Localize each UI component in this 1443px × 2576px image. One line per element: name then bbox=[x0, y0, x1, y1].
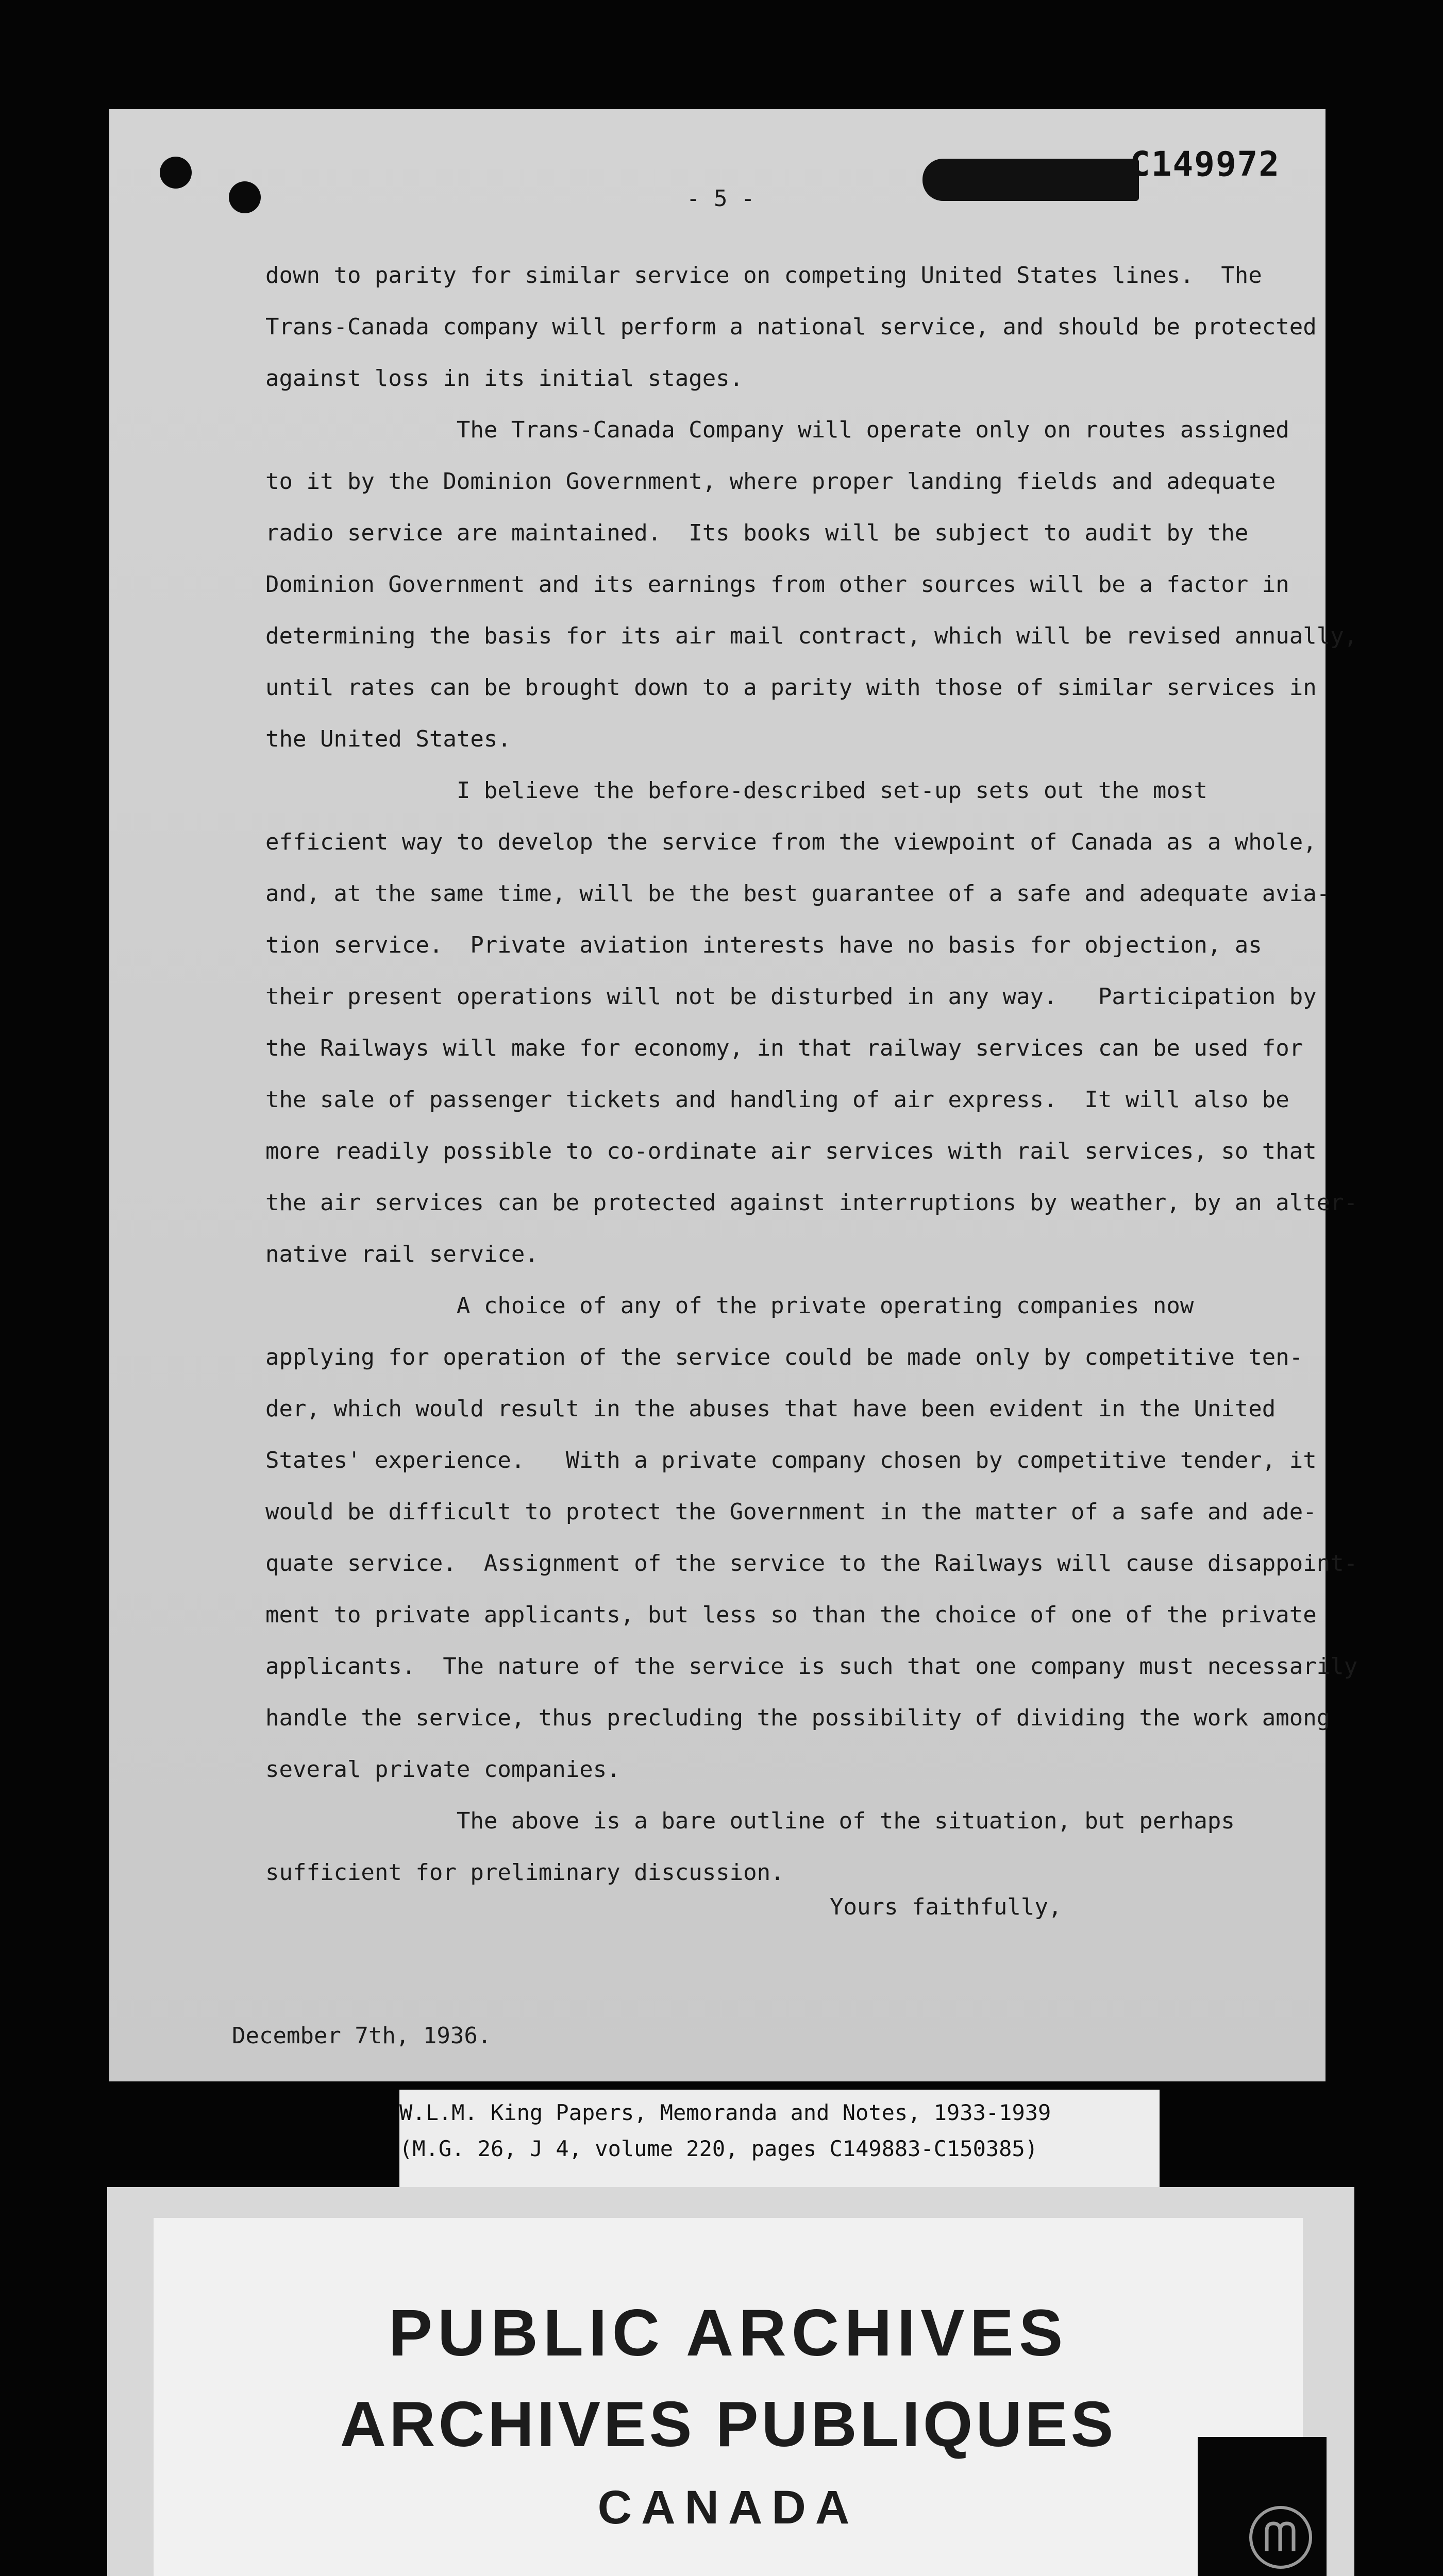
body-line: down to parity for similar service on competing United States lines. The bbox=[265, 262, 1262, 289]
body-line: and, at the same time, will be the best guarantee of a safe and adequate avia- bbox=[265, 880, 1331, 907]
body-line: the United States. bbox=[265, 726, 511, 752]
letter-body bbox=[265, 250, 1358, 1899]
body-line: States' experience. With a private company chosen by competitive tender, it bbox=[265, 1447, 1317, 1473]
archive-reference-line: (M.G. 26, J 4, volume 220, pages C149883-C150385) bbox=[399, 2136, 1038, 2161]
body-line: der, which would result in the abuses that have been evident in the United bbox=[265, 1396, 1276, 1422]
archive-reference-label bbox=[399, 2090, 1160, 2188]
body-line: against loss in its initial stages. bbox=[265, 365, 744, 392]
body-line: Dominion Government and its earnings from other sources will be a factor in bbox=[265, 571, 1289, 598]
body-line: to it by the Dominion Government, where proper landing fields and adequate bbox=[265, 468, 1276, 495]
closing-salutation: Yours faithfully, bbox=[830, 1894, 1062, 1920]
body-line: the Railways will make for economy, in that railway services can be used for bbox=[265, 1035, 1303, 1061]
body-line: determining the basis for its air mail contract, which will be revised annually, bbox=[265, 623, 1358, 649]
archives-title-fr: ARCHIVES PUBLIQUES bbox=[340, 2389, 1117, 2460]
body-line: A choice of any of the private operating companies now bbox=[265, 1293, 1194, 1319]
body-line: several private companies. bbox=[265, 1756, 620, 1783]
document-page bbox=[109, 109, 1358, 2081]
body-line: The Trans-Canada Company will operate only on routes assigned bbox=[265, 417, 1289, 443]
body-line: more readily possible to co-ordinate air services with rail services, so that bbox=[265, 1138, 1317, 1164]
body-line: tion service. Private aviation interests have no basis for objection, as bbox=[265, 932, 1262, 958]
body-line: sufficient for preliminary discussion. bbox=[265, 1859, 784, 1886]
microfilm-logo-icon bbox=[1247, 2504, 1314, 2571]
letter-date: December 7th, 1936. bbox=[232, 2023, 492, 2049]
body-line: the air services can be protected against interruptions by weather, by an alter- bbox=[265, 1190, 1358, 1216]
body-line: radio service are maintained. Its books will be subject to audit by the bbox=[265, 520, 1249, 546]
body-line: I believe the before-described set-up sets out the most bbox=[265, 777, 1207, 804]
body-line: ment to private applicants, but less so than the choice of one of the private bbox=[265, 1602, 1317, 1628]
archive-reference-line: W.L.M. King Papers, Memoranda and Notes, 1933-1939 bbox=[399, 2100, 1051, 2125]
body-line: Trans-Canada company will perform a national service, and should be protected bbox=[265, 314, 1317, 340]
redaction-mark bbox=[922, 159, 1139, 201]
body-line: The above is a bare outline of the situation, but perhaps bbox=[265, 1808, 1235, 1834]
body-line: native rail service. bbox=[265, 1241, 539, 1267]
body-line: would be difficult to protect the Government in the matter of a safe and ade- bbox=[265, 1499, 1317, 1525]
body-line: until rates can be brought down to a parity with those of similar services in bbox=[265, 674, 1317, 701]
archives-title-en: PUBLIC ARCHIVES bbox=[388, 2296, 1068, 2370]
archives-card bbox=[107, 2187, 1354, 2576]
page-number: - 5 - bbox=[686, 185, 755, 212]
body-line: applicants. The nature of the service is such that one company must necessarily bbox=[265, 1653, 1358, 1680]
archives-country: CANADA bbox=[597, 2481, 859, 2534]
body-line: applying for operation of the service could be made only by competitive ten- bbox=[265, 1344, 1303, 1370]
body-line: handle the service, thus precluding the possibility of dividing the work among bbox=[265, 1705, 1331, 1731]
punch-hole bbox=[229, 181, 261, 213]
punch-hole bbox=[160, 157, 192, 189]
body-line: quate service. Assignment of the service to the Railways will cause disappoint- bbox=[265, 1550, 1358, 1577]
document-number: C149972 bbox=[1130, 144, 1281, 184]
body-line: the sale of passenger tickets and handling of air express. It will also be bbox=[265, 1087, 1289, 1113]
archives-card-face bbox=[154, 2218, 1303, 2576]
body-line: efficient way to develop the service from the viewpoint of Canada as a whole, bbox=[265, 829, 1317, 855]
body-line: their present operations will not be disturbed in any way. Participation by bbox=[265, 984, 1317, 1010]
